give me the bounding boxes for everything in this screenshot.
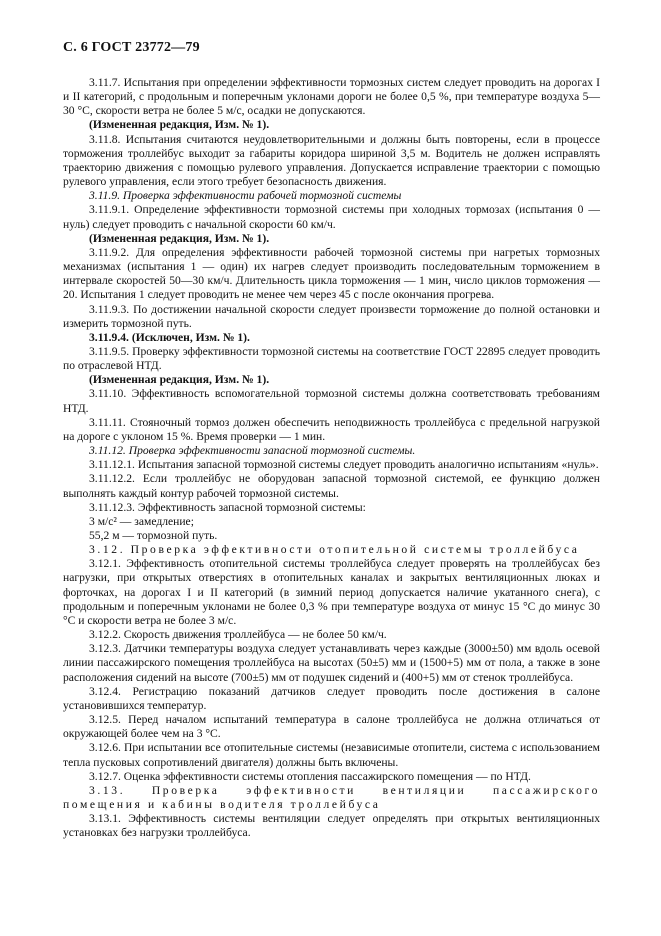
paragraph: 55,2 м — тормозной путь. (89, 529, 218, 542)
paragraph: 3 м/с² — замедление; (89, 514, 194, 528)
paragraph: 3.13.1. Эффективность системы вентиляции следует определять при открытых вентиляционных установках без нагрузки троллейбуса. (63, 812, 600, 840)
paragraph: (Измененная редакция, Изм. № 1). (89, 231, 270, 245)
paragraph: 3.12.6. При испытании все отопительные системы (независимые отопители, система с использованием тепла пусковых сопротивлений двигателя) должны быть включены. (63, 741, 600, 769)
paragraph: 3.11.9.4. (Исключен, Изм. № 1). (89, 330, 250, 344)
paragraph: 3.11.12.2. Если троллейбус не оборудован запасной тормозной системой, ее функцию должен выполнять каждый контур рабочей тормозной системы. (63, 472, 600, 500)
page-header: С. 6 ГОСТ 23772—79 (63, 40, 200, 55)
paragraph: 3.11.7. Испытания при определении эффективности тормозных систем следует проводить на дорогах I и II категорий, с продольным и поперечным уклонами дороги не более 0,5 %, при температуре воздуха 5—30 °С, скорости ветра не более 5 м/с, осадки не допускаются. (63, 76, 600, 118)
paragraph: 3.11.8. Испытания считаются неудовлетворительными и должны быть повторены, если в процессе торможения троллейбус выходит за габариты коридора шириной 3,5 м. Водитель не должен исправлять траекторию движения с помощью рулевого управления. Допускается исправление траектории с помощью рулевого управления, если этого требует безопасность движения. (63, 132, 600, 189)
paragraph: 3.12.1. Эффективность отопительной системы троллейбуса следует проверять на троллейбусах без нагрузки, при открытых отверстиях в отопительных каналах и закрытых вентиляционных люках и форточках, на дорогах I и II категорий (в зимний период допускается наличие укатанного снега), с продольным и поперечным уклонами не более 0,3 % при температуре воздуха от минус 15 °С до минус 30 °С и скорости ветра не более 3 м/с. (63, 557, 600, 627)
paragraph: 3.11.12.3. Эффективность запасной тормозной системы: (89, 500, 366, 514)
paragraph: 3.11.11. Стояночный тормоз должен обеспечить неподвижность троллейбуса с предельной нагрузкой на дороге с уклоном 15 %. Время проверки — 1 мин. (63, 415, 600, 443)
paragraph: 3.11.10. Эффективность вспомогательной тормозной системы должна соответствовать требованиям НТД. (63, 387, 600, 415)
paragraph: 3.11.12. Проверка эффективности запасной тормозной системы. (89, 444, 416, 458)
paragraph: (Измененная редакция, Изм. № 1). (89, 373, 270, 387)
paragraph: 3.12.2. Скорость движения троллейбуса — не более 50 км/ч. (89, 628, 387, 642)
paragraph: 3.12. Проверка эффективности отопительной системы троллейбуса (89, 543, 580, 557)
paragraph: 3.12.5. Перед началом испытаний температура в салоне троллейбуса не должна отличаться от окружающей более чем на 3 °С. (63, 713, 600, 741)
document-body (63, 76, 600, 840)
paragraph: 3.12.4. Регистрацию показаний датчиков следует проводить после достижения в салоне установившихся температур. (63, 684, 600, 712)
paragraph: 3.11.9.5. Проверку эффективности тормозной системы на соответствие ГОСТ 22895 следует проводить по отраслевой НТД. (63, 344, 600, 373)
paragraph: 3.13. Проверка эффективности вентиляции пассажирского помещения и кабины водителя троллейбуса (63, 783, 600, 811)
paragraph: (Измененная редакция, Изм. № 1). (89, 118, 270, 132)
paragraph: 3.12.7. Оценка эффективности системы отопления пассажирского помещения — по НТД. (89, 769, 531, 783)
paragraph: 3.11.12.1. Испытания запасной тормозной системы следует проводить аналогично испытаниям «нуль». (89, 458, 599, 472)
paragraph: 3.11.9.1. Определение эффективности тормозной системы при холодных тормозах (испытания 0 — нуль) следует проводить с начальной скорости 60 км/ч. (63, 203, 600, 231)
paragraph: 3.11.9. Проверка эффективности рабочей тормозной системы (89, 189, 402, 203)
paragraph: 3.12.3. Датчики температуры воздуха следует устанавливать через каждые (3000±50) мм вдоль осевой линии пассажирского помещения троллейбуса на высотах (50±5) мм и (1500+5) мм от пола, а также в зоне расположения сидений на высоте (700±5) мм от подушек сидений и (400+5) мм от стенок троллейбуса. (63, 642, 600, 684)
paragraph: 3.11.9.2. Для определения эффективности рабочей тормозной системы при нагретых тормозных механизмах (испытания 1 — один) их нагрев следует производить последовательным торможением в интервале скоростей 50—30 км/ч. Длительность цикла торможения — 1 мин, число циклов торможения — 20. Испытания 1 следует проводить не менее чем через 45 с после окончания прогрева. (63, 245, 600, 302)
paragraph: 3.11.9.3. По достижении начальной скорости следует произвести торможение до полной остановки и измерить тормозной путь. (63, 302, 600, 330)
